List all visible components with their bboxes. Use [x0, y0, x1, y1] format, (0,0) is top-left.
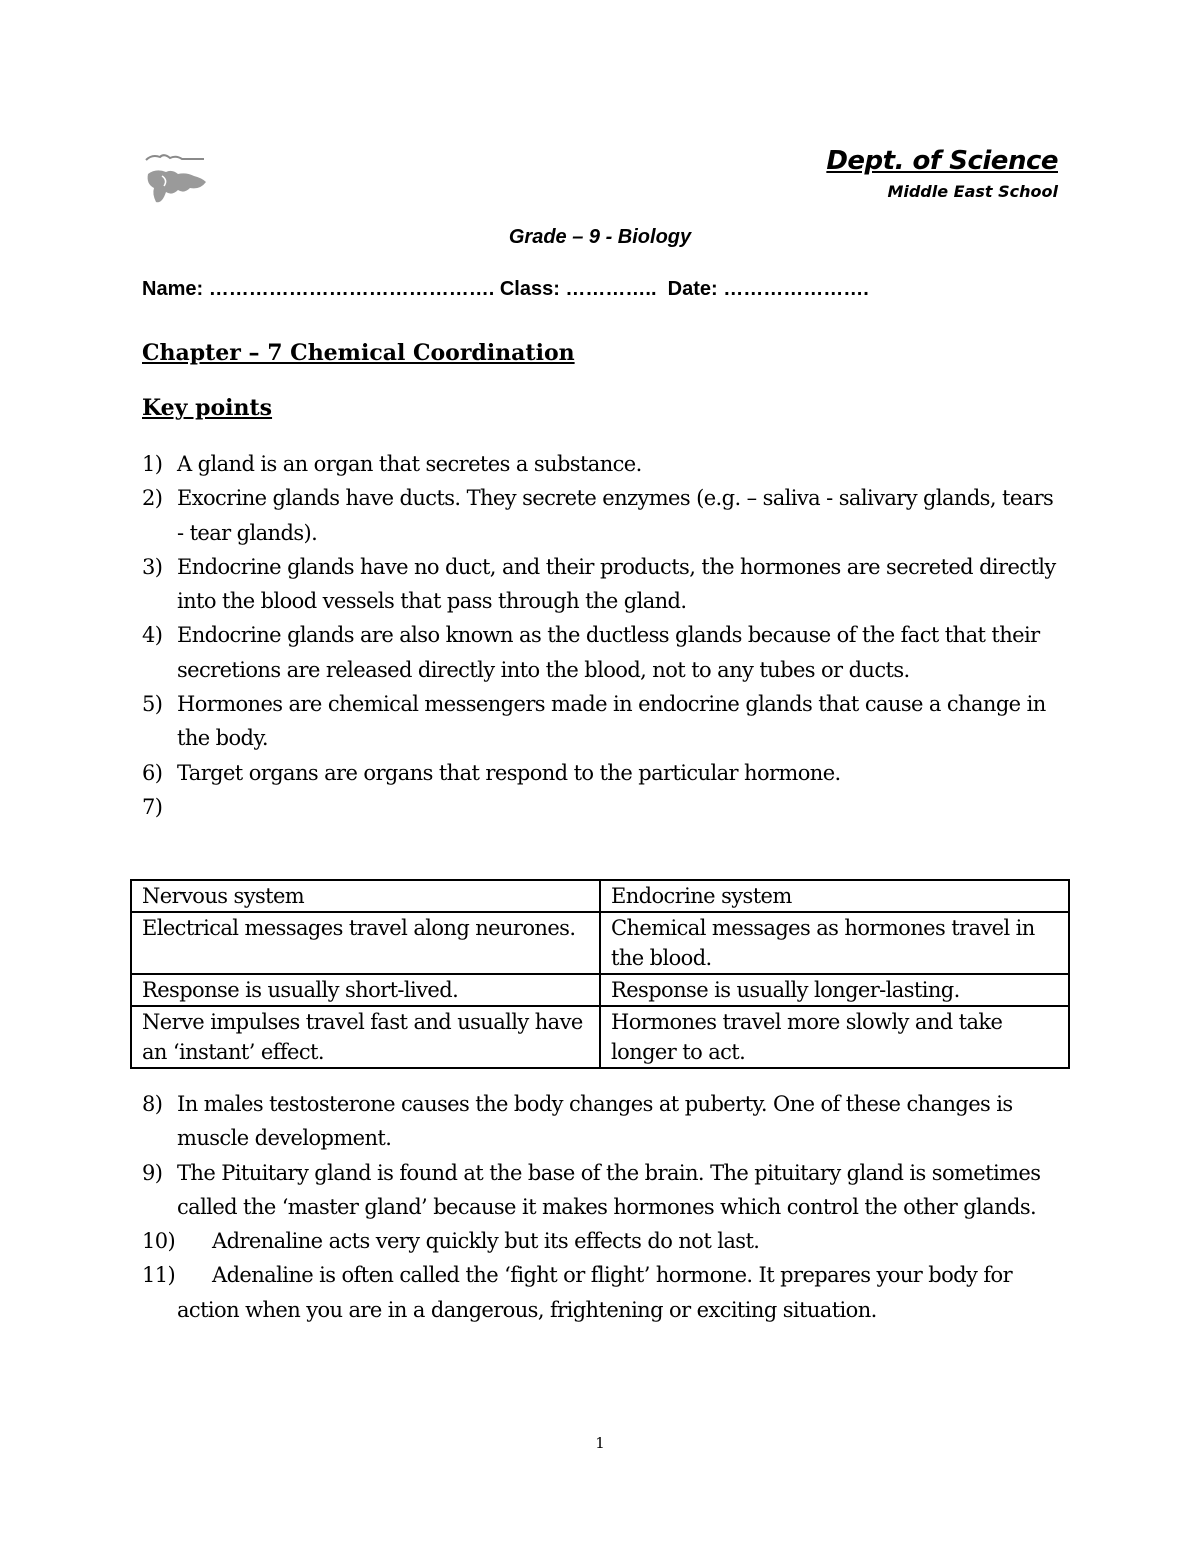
item-number: 4): [142, 623, 163, 648]
list-item: [142, 1224, 1062, 1258]
table-cell: Chemical messages as hormones travel in the blood.: [600, 912, 1069, 974]
list-item: [142, 1087, 1062, 1156]
item-number: 3): [142, 554, 163, 579]
table-header-row: [131, 880, 1069, 912]
department-title: Dept. of Science: [826, 146, 1058, 176]
item-text: Adenaline is often called the ‘fight or flight’ hormone. It prepares your body for action when you are in a dangerous, frightening or exciting situation.: [177, 1263, 1013, 1322]
item-number: 1): [142, 452, 163, 476]
class-label: Class:: [499, 278, 560, 300]
table-row: [131, 974, 1069, 1006]
list-item: [142, 790, 1062, 824]
key-points-heading: Key points: [142, 395, 273, 421]
item-number: 8): [142, 1092, 163, 1116]
table-cell: Nerve impulses travel fast and usually have an ‘instant’ effect.: [131, 1006, 600, 1068]
comparison-table: [130, 879, 1070, 1069]
list-item: [142, 618, 1062, 687]
key-points-list: [142, 447, 1062, 824]
date-label: Date:: [667, 278, 718, 300]
list-item: [142, 481, 1062, 550]
grade-title: Grade – 9 - Biology: [508, 226, 692, 248]
name-label: Name:: [142, 278, 204, 300]
list-item: [142, 550, 1062, 619]
item-number: 9): [142, 1160, 163, 1185]
table-cell: Response is usually longer-lasting.: [600, 974, 1069, 1006]
list-item: [142, 447, 1062, 481]
list-item: [142, 1258, 1062, 1327]
table-header-cell: Endocrine system: [600, 880, 1069, 912]
page-number: 1: [595, 1434, 605, 1452]
student-info-line: [142, 278, 869, 301]
school-name: Middle East School: [887, 182, 1058, 201]
list-item: [142, 756, 1062, 790]
table-row: [131, 912, 1069, 974]
table-cell: Response is usually short-lived.: [131, 974, 600, 1006]
key-points-list-continued: [142, 1087, 1062, 1327]
item-text: Adrenaline acts very quickly but its effects do not last.: [212, 1229, 760, 1254]
item-number: 10): [142, 1229, 176, 1254]
item-text: Target organs are organs that respond to the particular hormone.: [177, 760, 841, 785]
table-row: [131, 1006, 1069, 1068]
item-number: 7): [142, 794, 163, 819]
table-cell: Hormones travel more slowly and take longer to act.: [600, 1006, 1069, 1068]
item-text: Hormones are chemical messengers made in endocrine glands that cause a change in the body.: [177, 692, 1046, 751]
item-text: Endocrine glands are also known as the ductless glands because of the fact that their secretions are released directly into the blood, not to any tubes or ducts.: [177, 623, 1040, 682]
date-field[interactable]: ………………….: [723, 278, 869, 300]
name-field[interactable]: …………………………………….: [208, 278, 495, 300]
item-text: Exocrine glands have ducts. They secrete enzymes (e.g. – saliva - salivary glands, tears - tear glands).: [177, 486, 1054, 545]
table-header-cell: Nervous system: [131, 880, 600, 912]
school-logo: [142, 150, 208, 208]
item-text: Endocrine glands have no duct, and their products, the hormones are secreted directly into the blood vessels that pass through the gland.: [177, 554, 1056, 614]
chapter-title: Chapter – 7 Chemical Coordination: [142, 340, 575, 366]
list-item: [142, 687, 1062, 756]
item-text: [177, 795, 183, 819]
table-cell: Electrical messages travel along neurones.: [131, 912, 600, 974]
item-number: 5): [142, 692, 163, 717]
item-text: In males testosterone causes the body changes at puberty. One of these changes is muscle development.: [177, 1092, 1013, 1151]
department-header: [826, 144, 1058, 204]
item-text: The Pituitary gland is found at the base of the brain. The pituitary gland is sometimes called the ‘master gland’ because it makes hormones which control the other glands.: [177, 1160, 1041, 1219]
item-number: 2): [142, 486, 163, 511]
item-text: A gland is an organ that secretes a substance.: [177, 452, 642, 476]
class-field[interactable]: …………..: [565, 278, 657, 300]
list-item: [142, 1156, 1062, 1225]
item-number: 11): [142, 1263, 176, 1288]
item-number: 6): [142, 760, 163, 785]
